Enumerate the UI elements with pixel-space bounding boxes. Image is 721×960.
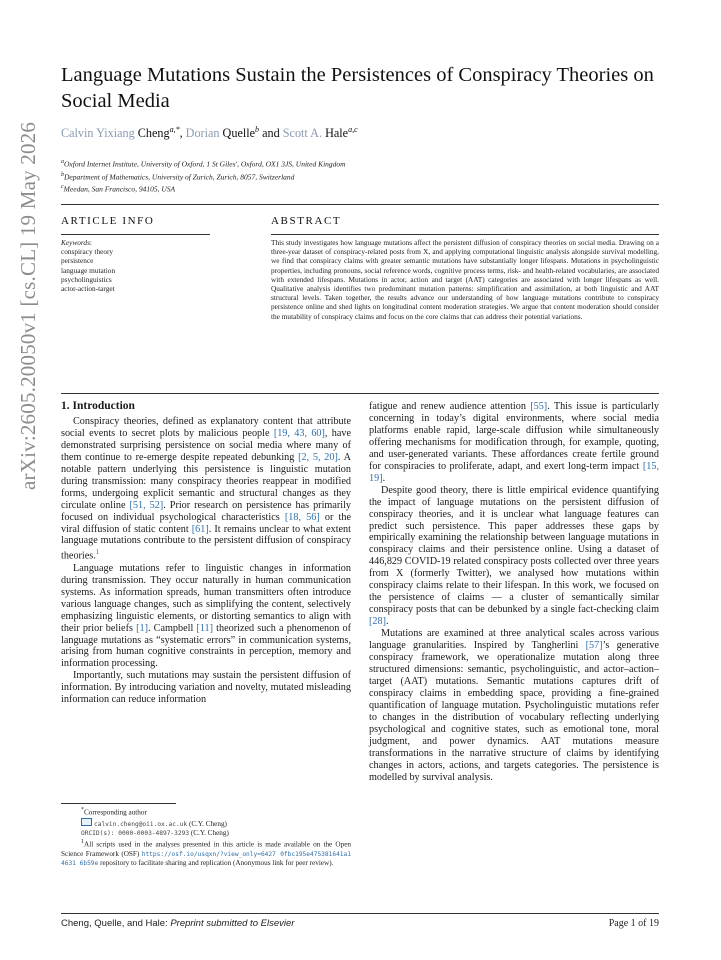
footnote-rule <box>61 803 176 804</box>
citation-link[interactable]: [28] <box>369 616 386 628</box>
keywords-label: Keywords <box>61 238 90 247</box>
author-given-name: Scott A. <box>282 126 326 141</box>
envelope-icon <box>81 818 92 826</box>
author-family-name: Cheng <box>137 126 170 141</box>
author-family-name: Hale <box>325 126 349 141</box>
keywords-block: Keywords: conspiracy theory persistence language mutation psycholinguistics actor-action-target <box>61 238 116 294</box>
body-paragraph: Conspiracy theories, defined as explanatory content that attribute social events to secret plots by malicious people [19, 43, 60], have demonstrated surprising persistence on social media where many of them continue to re-emerge despite repeated debunking [2, 5, 20]. A notable pattern underlying this persistence is linguistic mutation during transmission: many conspiracy theories reappear in modified forms, undergoing explicit semantic and structural changes as they circulate online [51, 52]. Prior research on persistence has primarily focused on individual psychological characteristics [18, 56] or the viral diffusion of static content [61]. It remains unclear to what extent language mutations contribute to the persistent diffusion of conspiracy theories.$^1$ <box>61 415 352 562</box>
corresponding-author-note: *Corresponding author <box>81 807 147 817</box>
citation-link[interactable]: [11] <box>196 622 214 634</box>
email-link[interactable]: calvin.cheng@oii.ox.ac.uk <box>94 820 188 828</box>
affiliation: $^c$Meedan, San Francisco, 94105, USA <box>61 184 176 194</box>
body-paragraph: Despite good theory, there is little empirical evidence quantifying the impact of language mutations on the persistent diffusion of conspiracy theories, and it is unclear what language features can predict such persistence. This paper addresses these gaps by empirically examining the relationship between language mutations in conspiracy claims and their persistence online. Using a dataset of 446,829 COVID-19 related conspiracy posts collected over three years from X (formerly Twitter), we analysed how mutations within conspiracy claims relate to their lifespan. In this work, we focused on the persistence of claims — a cluster of semantically similar conspiracy posts that can be debunked by a single fact-checking claim [28]. <box>369 484 659 628</box>
author-list: Calvin Yixiang Cheng$^{a,*}$, Dorian Quelle$^b$ and Scott A. Hale$^{a,c}$ <box>61 125 358 141</box>
citation-link[interactable]: [55] <box>530 401 548 412</box>
affiliation-list <box>61 157 346 195</box>
affiliation: $^b$Department of Mathematics, University of Zurich, Zurich, 8057, Switzerland <box>61 171 295 181</box>
citation-link[interactable]: [19, 43, 60] <box>273 427 325 439</box>
footer-citation: Cheng, Quelle, and Hale: Preprint submitted to Elsevier <box>61 918 295 929</box>
body-paragraph: Importantly, such mutations may sustain the persistent diffusion of information. By introducing variation and novelty, mutated misleading information can reduce information <box>61 670 351 706</box>
author-affiliation-mark: a,* <box>169 125 180 134</box>
keyword: conspiracy theory <box>61 247 114 257</box>
citation-link[interactable]: [2, 5, 20] <box>298 451 338 463</box>
author-affiliation-mark: b <box>255 125 260 134</box>
osf-link[interactable]: https://osf.io/usqxn/?view_only=6427 0fbc195e475381641a14631 6b59e <box>61 850 351 867</box>
citation-link[interactable]: [51, 52] <box>129 499 164 511</box>
body-paragraph: Language mutations refer to linguistic changes in information during transmission. They occur naturally in human communication systems. As information spreads, human transmitters often introduce various language changes, such as simplifying the content, selectively emphasizing linguistic elements, or distorting semantics to align with their prior beliefs [1]. Campbell [11] theorized such a phenomenon of language mutations as “systematic errors” in communication systems, arising from human cognitive constraints in perception, memory and information processing. <box>61 562 351 670</box>
citation-link[interactable]: [18, 56] <box>284 511 320 523</box>
abstract-heading: ABSTRACT <box>271 215 342 227</box>
author-given-name: Calvin Yixiang <box>61 126 138 141</box>
citation-link[interactable]: [61] <box>191 523 209 535</box>
paper-title: Language Mutations Sustain the Persistences of Conspiracy Theories on Social Media <box>61 64 654 112</box>
orcid-link[interactable]: 0000-0003-4897-3293 <box>118 829 190 837</box>
email-note: calvin.cheng@oii.ox.ac.uk (C.Y. Cheng) <box>61 818 351 829</box>
footnote-1: $^1$All scripts used in the analyses presented in this article is made available on the Open Science Framework (OSF) https://osf.io/usqxn/?view_only=6427 0fbc195e475381641a14631 6b59e repository to facilitate sharing and replication (Anonymous link for peer review). <box>61 839 351 867</box>
right-column <box>369 401 659 784</box>
page-number: Page 1 of 19 <box>608 918 659 929</box>
abstract-rule <box>271 234 659 235</box>
author-given-name: Dorian <box>185 126 223 141</box>
keyword: actor-action-target <box>61 284 115 294</box>
author-family-name: Quelle <box>222 126 256 141</box>
article-info-heading: ARTICLE INFO <box>61 215 155 227</box>
keyword: psycholinguistics <box>61 274 112 284</box>
keyword: language mutation <box>61 265 116 275</box>
keyword: persistence <box>61 256 94 266</box>
body-paragraph: fatigue and renew audience attention [55]. This issue is particularly concerning in today’s digital environments, where social media platforms enable rapid, large-scale diffusion while simultaneously offering mechanisms for modification through, for example, quoting, and user-generated variants. These affordances create fertile ground for conspiracies to proliferate, adapt, and exert long-term impact [15, 19]. <box>369 401 659 484</box>
arxiv-identifier: arXiv:2605.20050v1 [cs.CL] 19 May 2026 <box>16 121 40 490</box>
abstract-bottom-rule <box>61 393 659 394</box>
footer-rule <box>61 913 659 914</box>
keywords-list <box>61 247 115 293</box>
footnote-marker[interactable]: 1 <box>95 548 100 557</box>
citation-link[interactable]: [1] <box>136 622 148 634</box>
citation-link[interactable]: [15, 19] <box>369 460 659 484</box>
citation-link[interactable]: [57] <box>585 640 603 652</box>
footnotes <box>61 806 351 868</box>
left-column <box>61 401 351 706</box>
body-paragraph: Mutations are examined at three analytical scales across various language granularities. Inspired by Tangherlini [57]’s generative conspiracy framework, we operationalize mutation along three structured dimensions: semantic, psycholinguistic, and actor–action–target (AAT) mutations. Semantic mutations captures drift of conspiracy claims in embedding space, providing a fine-grained quantification of language mutation. Psycholinguistic mutations refer to changes in the distribution of vocabulary reflecting underlying psychological and cognitive states, such as emotional tone, moral judgment, and power dynamics. AAT mutations measure transformations in the narrative structure of claims by identifying changes in actors, actions, and targets categories. The persistence is modelled by survival analysis. <box>369 628 660 783</box>
section-heading-introduction: 1. Introduction <box>61 400 135 412</box>
article-info-rule <box>61 234 210 235</box>
header-rule <box>61 204 659 205</box>
author-affiliation-mark: a,c <box>348 125 358 134</box>
orcid-note: ORCID(s): 0000-0003-4897-3293 (C.Y. Cheng) <box>81 828 229 837</box>
affiliation: $^a$Oxford Internet Institute, University of Oxford, 1 St Giles', Oxford, OX1 3JS, United Kingdom <box>61 159 346 169</box>
abstract-text: This study investigates how language mutations affect the persistent diffusion of conspiracy theories on social media. Drawing on a three-year dataset of conspiracy-related posts from X, and applying computational linguistic analysis alongside survival modelling, we find that conspiracy claims with greater semantic mutations have substantially longer lifespans. Mutations in psycholinguistic properties, including pronouns, social reference words, cognitive process terms, risk- and health-related vocabularies, are associated with extended lifespans. Mutations in actor, action and target (AAT) categories are associated with longer lifespans as well. Qualitative analysis identifies two predominant mutation patterns: simplification and assimilation, at both linguistic and AAT structural levels. Taken together, the results advance our understanding of how language mutations contribute to conspiracy persistence online and shed lights on longitudinal content moderation strategies. We argue that content moderation should consider the mutability of conspiracy claims and focus on the core claims that can address their potential variations. <box>271 238 659 321</box>
